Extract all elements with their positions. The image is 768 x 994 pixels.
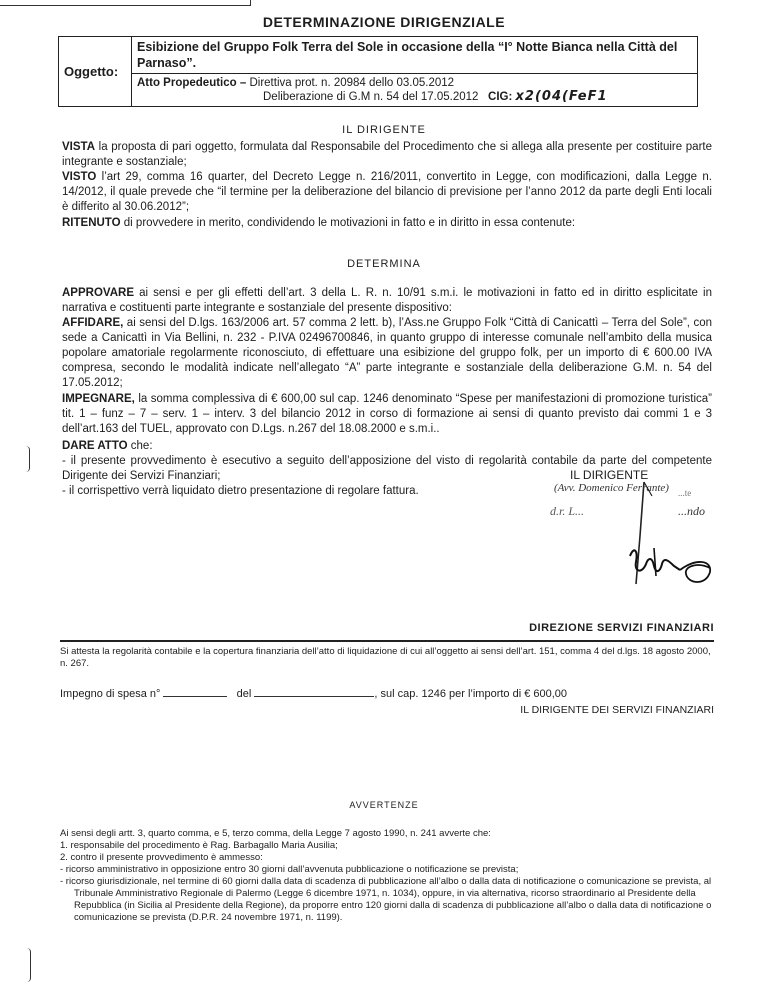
dare-atto-keyword: DARE ATTO	[62, 440, 128, 452]
signature-title: IL DIRIGENTE	[570, 468, 649, 482]
oggetto-label: Oggetto:	[59, 37, 132, 107]
visto-paragraph-2	[62, 170, 712, 215]
avvertenze-item-2: 2. contro il presente provvedimento è ammesso:	[60, 852, 263, 863]
del-label: del	[236, 688, 252, 700]
atto-direttiva: Direttiva prot. n. 20984 dello 03.05.2012	[249, 77, 455, 89]
avvertenze-intro: Ai sensi degli artt. 3, quarto comma, e 5, terzo comma, della Legge 7 agosto 1990, n. 241 avverte che:	[60, 828, 491, 839]
visto2-text: l’art 29, comma 16 quarter, del Decreto Legge n. 216/2011, convertito in Legge, con modificazioni, dalla Legge n. 14/2012, il quale prevede che “il termine per la deliberazione del bilancio di previsione per l’anno 2012 da parte degli Enti locali è differito al 30.06.2012”;	[62, 171, 712, 213]
servizi-finanziari-heading: DIREZIONE SERVIZI FINANZIARI	[529, 622, 714, 634]
margin-bracket-mark	[26, 446, 30, 472]
signature-faint-right: ...ndo	[678, 504, 705, 518]
affidare-keyword: AFFIDARE,	[62, 317, 124, 329]
impegnare-keyword: IMPEGNARE,	[62, 393, 135, 405]
impegno-label: Impegno di spesa n°	[60, 688, 161, 700]
cig-label: CIG:	[488, 91, 513, 103]
dirigente-servizi-finanziari: IL DIRIGENTE DEI SERVIZI FINANZIARI	[520, 704, 714, 716]
ritenuto-paragraph	[62, 216, 712, 231]
bullet-esecutivo: - il presente provvedimento è esecutivo a seguito dell’apposizione del visto di regolarità contabile da parte del competente Dirigente dei Servizi Finanziari;	[62, 455, 712, 482]
impegno-number-blank	[163, 686, 227, 697]
avvertenze-item-1: 1. responsabile del procedimento è Rag. Barbagallo Maria Ausilia;	[60, 840, 338, 851]
affidare-text: ai sensi del D.lgs. 163/2006 art. 57 comma 2 lett. b), l’Ass.ne Gruppo Folk “Città di Canicattì – Terra del Sole”, con sede a Canicattì in Via Bellini, n. 232 - P.IVA 02496700846, in quanto gruppo di interesse comunale nell’ambito della musica popolare amatoriale regolarmente riconosciuto, di effettuare una esibizione del gruppo folk, per un importo di € 600.00 IVA compresa, secondo le modalità indicate nell’allegato “A” parte integrante e sostanziale della deliberazione G.M. n. 54 del 17.05.2012;	[62, 317, 712, 389]
top-border-line	[0, 0, 251, 6]
impegnare-text: la somma complessiva di € 600,00 sul cap. 1246 denominato “Spese per manifestazioni di promozione turistica” tit. 1 – funz – 7 – serv. 1 – interv. 3 del bilancio 2012 in corso di formazione ai sensi di quanto previsto dai commi 1 e 3 dell’art.163 del TUEL, approvato con D.Lgs. n.267 del 18.08.2000 e s.m.i..	[62, 393, 712, 435]
attestazione-text: Si attesta la regolarità contabile e la copertura finanziaria dell’atto di liquidazione di cui all’oggetto ai sensi dell’art. 151, comma 4 del d.lgs. 18 agosto 2000, n. 267.	[60, 646, 711, 669]
approvare-keyword: APPROVARE	[62, 287, 134, 299]
impegnare-paragraph	[62, 392, 712, 437]
atto-deliberazione: Deliberazione di G.M n. 54 del 17.05.2012	[263, 91, 479, 103]
cap-text: , sul cap. 1246 per l’importo di € 600,00	[374, 688, 568, 700]
atto-line-2	[137, 90, 692, 104]
visto2-keyword: VISTO	[62, 171, 97, 183]
signature-name: (Avv. Domenico Ferrante)	[554, 482, 669, 494]
affidare-paragraph	[62, 316, 712, 391]
servizi-finanziari-divider	[60, 640, 714, 642]
atto-line-1	[137, 76, 692, 90]
margin-bracket-mark-bottom	[27, 948, 31, 982]
atto-propedeutico-cell	[132, 74, 698, 107]
handwritten-signature-icon	[600, 476, 720, 588]
dare-atto-paragraph	[62, 439, 712, 454]
ritenuto-text: di provvedere in merito, condividendo le motivazioni in fatto e in diritto in essa contenute:	[120, 217, 576, 229]
cig-value: x2(04(FeF1	[515, 89, 608, 104]
oggetto-table	[58, 36, 698, 107]
impegno-line	[60, 686, 714, 700]
visto-paragraph-1	[62, 140, 712, 170]
atto-label: Atto Propedeutico –	[137, 77, 247, 89]
avvertenze-heading: AVVERTENZE	[349, 800, 419, 810]
visto-text: la proposta di pari oggetto, formulata dal Responsabile del Procedimento che si allega alla presente per costituire parte integrante e sostanziale;	[62, 141, 712, 168]
signature-faint-left: d.r. L...	[550, 504, 585, 518]
signature-block	[540, 468, 720, 588]
avvertenze-item-2a: - ricorso amministrativo in opposizione entro 30 giorni dall’avvenuta pubblicazione o notificazione se prevista;	[60, 864, 519, 875]
impegno-date-blank	[254, 686, 374, 697]
dare-atto-text: che:	[127, 440, 153, 452]
visto-keyword: VISTA	[62, 141, 96, 153]
approvare-text: ai sensi e per gli effetti dell’art. 3 della L. R. n. 10/91 s.m.i. le motivazioni in fatto ed in diritto esplicitate in narrativa e costituenti parte integrante e sostanziale del presente dispositivo:	[62, 287, 712, 314]
il-dirigente-heading: IL DIRIGENTE	[342, 124, 426, 136]
avvertenze-item-2b: - ricorso giurisdizionale, nel termine di 60 giorni dalla data di scadenza di pubblicazione all’albo o dalla data di notificazione o comunicazione se prevista, al Tribunale Amministrativo Regionale di Palermo (Legge 6 dicembre 1971, n. 1034), oppure, in via alternativa, ricorso straordinario al Presidente della Repubblica (in Sicilia al Presidente della Regione), da proporre entro 120 giorni dalla di scadenza di pubblicazione all’albo o dalla data di notificazione o comunicazione se prevista (D.P.R. 24 novembre 1971, n. 1199).	[60, 876, 712, 923]
bullet-corrispettivo: - il corrispettivo verrà liquidato dietro presentazione di regolare fattura.	[62, 485, 419, 497]
signature-faint-small: ...te	[678, 488, 692, 498]
avvertenze-body	[60, 828, 720, 924]
oggetto-subject: Esibizione del Gruppo Folk Terra del Sole in occasione della “I° Notte Bianca nella Città del Parnaso”.	[132, 37, 698, 74]
approvare-paragraph	[62, 286, 712, 316]
determina-heading: DETERMINA	[347, 258, 421, 270]
ritenuto-keyword: RITENUTO	[62, 217, 121, 229]
document-title: DETERMINAZIONE DIRIGENZIALE	[262, 14, 506, 30]
